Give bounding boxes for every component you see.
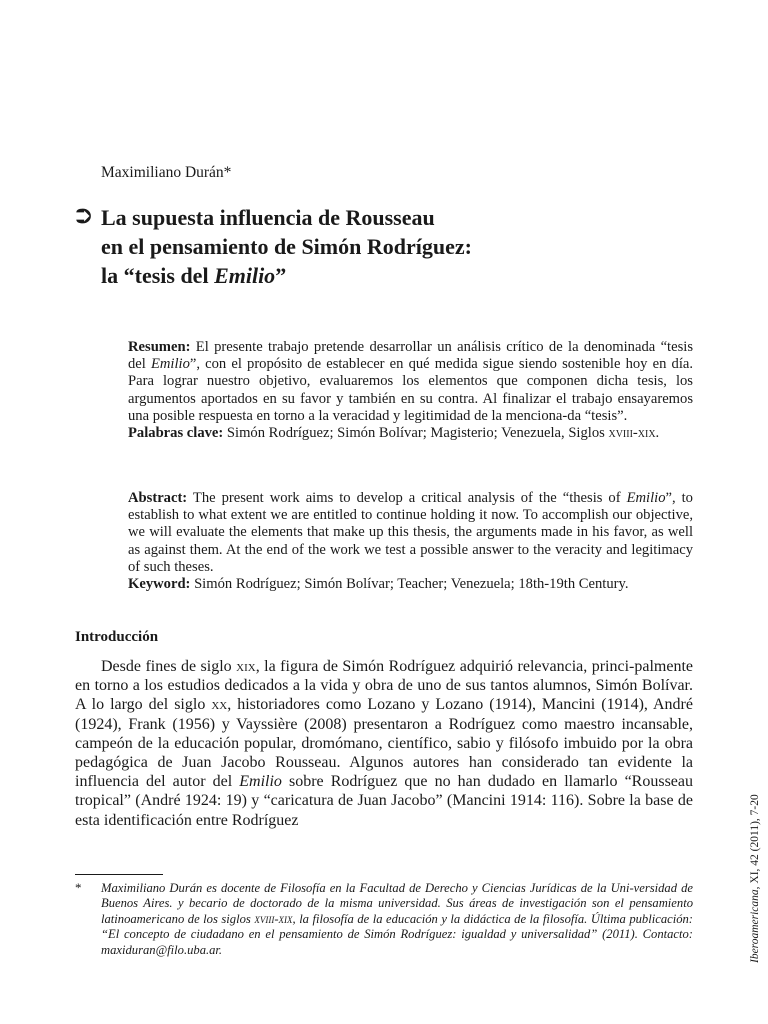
title-line-3-emphasis: Emilio	[214, 263, 276, 288]
abstract-label: Abstract:	[128, 490, 188, 506]
palabras-clave-text: Simón Rodríguez; Simón Bolívar; Magisterio; Venezuela, Siglos	[223, 425, 609, 442]
body-text-c: , historiadores como Lozano y Lozano (1914), Mancini (1914), André (1924), Frank (1956) y Vayssière (2008) presentaron a Rodríguez como maestro incansable, campeón de la educación popular, dromómano, científico, sabio y filósofo imbuido por la obra pedagógica de Juan Jacobo Rousseau. Algunos autores han considerado tan evidente la influencia del autor del	[75, 696, 693, 791]
resumen-label: Resumen:	[128, 339, 191, 355]
footnote-mark: *	[75, 880, 82, 895]
footnote-text	[101, 881, 693, 958]
palabras-clave-label: Palabras clave:	[128, 425, 224, 442]
abstract-text-1: The present work aims to develop a critical analysis of the “thesis of	[187, 490, 627, 506]
footnote-text-b: , la filosofía de la educación y la didáctica de la filosofía. Última publicación: “El concepto de ciudadano en el pensamiento de Simón Rodríguez: igualdad y universalidad” (2011). Contacto: maxiduran@filo.uba.ar.	[101, 911, 693, 957]
title-line-2: en el pensamiento de Simón Rodríguez:	[101, 234, 472, 259]
resumen-text-2: ”, con el propósito de establecer en qué medida sigue siendo sostenible hoy en día. Para lograr nuestro objetivo, evaluaremos los elementos que componen dicha tesis, los argumentos aportados en su favor y también en su contra. Al finalizar el trabajo ensayaremos una posible respuesta en torno a la veracidad y legitimidad de la menciona-da “tesis”.	[128, 356, 693, 424]
title-line-1: La supuesta influencia de Rousseau	[101, 205, 435, 230]
journal-name: Iberoamericana	[749, 889, 761, 963]
keyword-text: Simón Rodríguez; Simón Bolívar; Teacher; Venezuela; 18th-19th Century.	[190, 576, 629, 593]
section-heading: Introducción	[75, 629, 159, 645]
century-xix: xix	[236, 658, 256, 675]
author-name: Maximiliano Durán*	[101, 164, 232, 181]
abstract-emphasis: Emilio	[626, 490, 666, 506]
century-xx: xx	[211, 696, 228, 714]
title-lines	[101, 203, 472, 290]
resumen-text-1: El presente trabajo pretende desarrollar un análisis crítico de la denominada “tesis del	[128, 339, 693, 373]
keyword-label: Keyword:	[128, 576, 191, 593]
footnote-centuries: xviii-xix	[254, 911, 293, 926]
body-text-d: sobre Rodríguez que no han dudado en llamarlo “Rousseau tropical” (André 1924: 19) y “caricatura de Juan Jacobo” (Mancini 1914: 116). Sobre la base de esta identificación entre Rodríguez	[75, 773, 694, 829]
keyword-paragraph	[128, 576, 693, 593]
body-text-b: , la figura de Simón Rodríguez adquirió relevancia, princi-palmente en torno a los estudios dedicados a la vida y obra de uno de sus tantos alumnos, Simón Bolívar. A lo largo del siglo	[75, 658, 693, 714]
title-line-3	[101, 261, 472, 290]
palabras-clave-end: .	[655, 425, 660, 442]
resumen-emphasis: Emilio	[150, 356, 190, 373]
title-line-3-start: la “tesis del	[101, 263, 215, 288]
resumen-paragraph	[128, 339, 693, 425]
title-line-3-end: ”	[275, 263, 287, 288]
palabras-clave-centuries: xviii-xix	[608, 425, 656, 442]
resumen-block	[128, 339, 693, 442]
footnote-text-a: Maximiliano Durán es docente de Filosofía en la Facultad de Derecho y Ciencias Jurídicas de la Uni-versidad de Buenos Aires. y becario de doctorado de la misma universidad. Sus áreas de investigación son el pensamiento latinoamericano de los siglos	[101, 881, 693, 926]
journal-citation	[749, 794, 761, 963]
arrow-right-icon: ⮊	[76, 206, 92, 228]
body-paragraph	[75, 657, 693, 830]
palabras-clave-paragraph	[128, 425, 693, 442]
abstract-block	[128, 490, 693, 593]
abstract-paragraph	[128, 490, 693, 576]
body-emphasis: Emilio	[239, 773, 282, 791]
footnote-divider	[75, 874, 163, 875]
article-title	[76, 203, 472, 290]
abstract-text-2: ”, to establish to what extent we are entitled to continue holding it now. To accomplish our objective, we will evaluate the elements that make up this thesis, the arguments made in his favor, as well as against them. At the end of the work we test a possible answer to the veracity and legitimacy of such theses.	[128, 490, 693, 575]
body-text-a: Desde fines de siglo	[101, 658, 237, 675]
journal-volume: , XI, 42 (2011), 7-20	[749, 794, 761, 890]
